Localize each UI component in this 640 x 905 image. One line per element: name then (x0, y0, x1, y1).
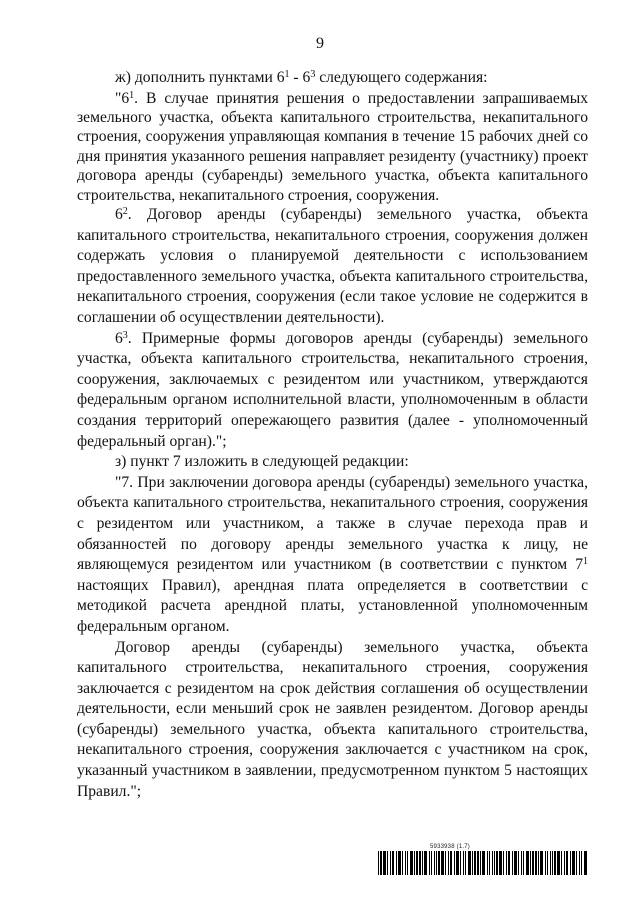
barcode (378, 851, 588, 875)
document-code: 5933938 (1.7) (430, 844, 470, 850)
page-number: 9 (316, 35, 324, 52)
paragraph-6-1: "$6^1$. В случае принятия решения о предоставлении запрашиваемых земельного участка, объекта капитального строительства, некапитального строения, сооружения управляющая компания в течение 15 рабочих дней со дня принятия указанного решения направляет резиденту (участнику) проект договора аренды (субаренды) земельного участка, объекта капитального строительства, некапитального строения, сооружения. (77, 89, 588, 204)
paragraph-lease-term: Договор аренды (субаренды) земельного участка, объекта капитального строительства, некапитального строения, сооружения заключается с резидентом на срок действия соглашения об осуществлении деятельности, если меньший срок не заявлен резидентом. Договор аренды (субаренды) земельного участка, объекта капитального строительства, некапитального строения, сооружения заключается с участником на срок, указанный участником в заявлении, предусмотренном пунктом 5 настоящих Правил."; (77, 638, 588, 800)
paragraph-amendment-zh: ж) дополнить пунктами $6^1 - 6^3$ следующего содержания: (115, 69, 488, 86)
paragraph-amendment-z: з) пункт 7 изложить в следующей редакции: (115, 453, 409, 471)
paragraph-7: "7. При заключении договора аренды (субаренды) земельного участка, объекта капитального строительства, некапитального строения, сооружения с резидентом или участником, а также в случае перехода прав и обязанностей по договору аренды земельного участка к лицу, не являющемуся резидентом или участником (в соответствии с пунктом $7^1$ настоящих Правил), арендная плата определяется в соответствии с методикой расчета арендной платы, установленной уполномоченным федеральным органом. (77, 473, 588, 635)
paragraph-6-3: $6^3$. Примерные формы договоров аренды (субаренды) земельного участка, объекта капитального строительства, некапитального строения, сооружения, заключаемых с резидентом или участником, утверждаются федеральным органом исполнительной власти, уполномоченным в области создания территорий опережающего развития (далее - уполномоченный федеральный орган)."; (77, 329, 588, 450)
paragraph-6-2: $6^2$. Договор аренды (субаренды) земельного участка, объекта капитального строительства, некапитального строения, сооружения должен содержать условия о планируемой деятельности с использованием предоставленного земельного участка, объекта капитального строительства, некапитального строения, сооружения (если такое условие не содержится в соглашении об осуществлении деятельности). (77, 206, 588, 326)
document-body (77, 68, 588, 802)
